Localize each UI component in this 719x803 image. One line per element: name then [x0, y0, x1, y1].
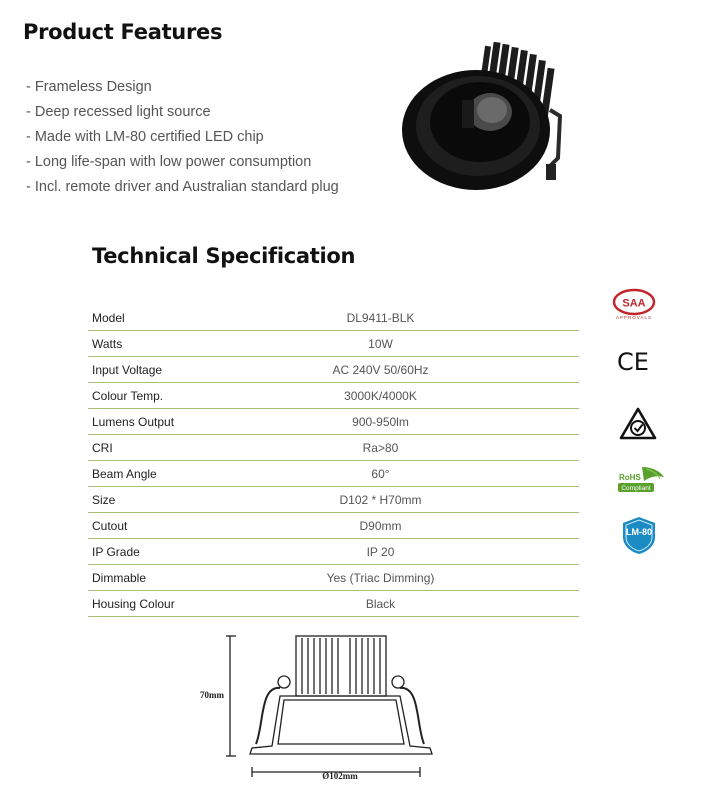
spec-key: Lumens Output: [88, 409, 252, 435]
spec-value: Ra>80: [252, 435, 579, 461]
spec-key: CRI: [88, 435, 252, 461]
spec-value: 60°: [252, 461, 579, 487]
spec-value: AC 240V 50/60Hz: [252, 357, 579, 383]
ce-mark-icon: [615, 348, 651, 374]
spec-key: Colour Temp.: [88, 383, 252, 409]
ce-mark-text: CE: [617, 348, 649, 376]
table-row: [88, 565, 579, 591]
height-dimension-label: 70mm: [200, 690, 224, 700]
spec-value: IP 20: [252, 539, 579, 565]
feature-item: - Made with LM-80 certified LED chip: [26, 129, 264, 145]
table-row: [88, 461, 579, 487]
width-dimension-label: Ø102mm: [322, 771, 358, 781]
rohs-compliant-icon: [616, 465, 668, 495]
table-row: [88, 539, 579, 565]
rohs-text: RoHS: [619, 473, 641, 482]
spec-key: Model: [88, 305, 252, 331]
lm80-badge-icon: [619, 515, 659, 555]
spec-key: IP Grade: [88, 539, 252, 565]
spec-value: D90mm: [252, 513, 579, 539]
product-features-title: Product Features: [23, 20, 223, 44]
saa-logo-subtext: APPROVALS: [616, 315, 652, 320]
rohs-compliant-text: Compliant: [621, 485, 651, 492]
features-list: [26, 77, 339, 202]
spec-value: 3000K/4000K: [252, 383, 579, 409]
saa-logo-icon: [610, 288, 660, 324]
saa-logo-text: SAA: [622, 297, 646, 310]
feature-item: - Incl. remote driver and Australian standard plug: [26, 179, 339, 195]
table-row: [88, 383, 579, 409]
table-row: [88, 487, 579, 513]
table-row: [88, 435, 579, 461]
specification-table: [88, 305, 579, 617]
table-row: [88, 591, 579, 617]
spec-value: DL9411-BLK: [252, 305, 579, 331]
dimension-drawing: [200, 628, 460, 788]
lm80-text: LM-80: [625, 527, 653, 537]
rcm-mark-icon: [618, 406, 658, 442]
table-row: [88, 305, 579, 331]
spec-key: Size: [88, 487, 252, 513]
spec-key: Cutout: [88, 513, 252, 539]
feature-item: - Long life-span with low power consumption: [26, 154, 312, 170]
spec-key: Dimmable: [88, 565, 252, 591]
spec-key: Housing Colour: [88, 591, 252, 617]
spec-key: Input Voltage: [88, 357, 252, 383]
feature-item: - Deep recessed light source: [26, 104, 211, 120]
technical-specification-title: Technical Specification: [92, 244, 356, 268]
spec-value: 900-950lm: [252, 409, 579, 435]
spec-value: 10W: [252, 331, 579, 357]
spec-key: Watts: [88, 331, 252, 357]
spec-value: Black: [252, 591, 579, 617]
table-row: [88, 331, 579, 357]
spec-value: Yes (Triac Dimming): [252, 565, 579, 591]
downlight-product-image: [398, 38, 578, 198]
spec-value: D102 * H70mm: [252, 487, 579, 513]
table-row: [88, 513, 579, 539]
table-row: [88, 357, 579, 383]
table-row: [88, 409, 579, 435]
spec-key: Beam Angle: [88, 461, 252, 487]
feature-item: - Frameless Design: [26, 79, 152, 95]
